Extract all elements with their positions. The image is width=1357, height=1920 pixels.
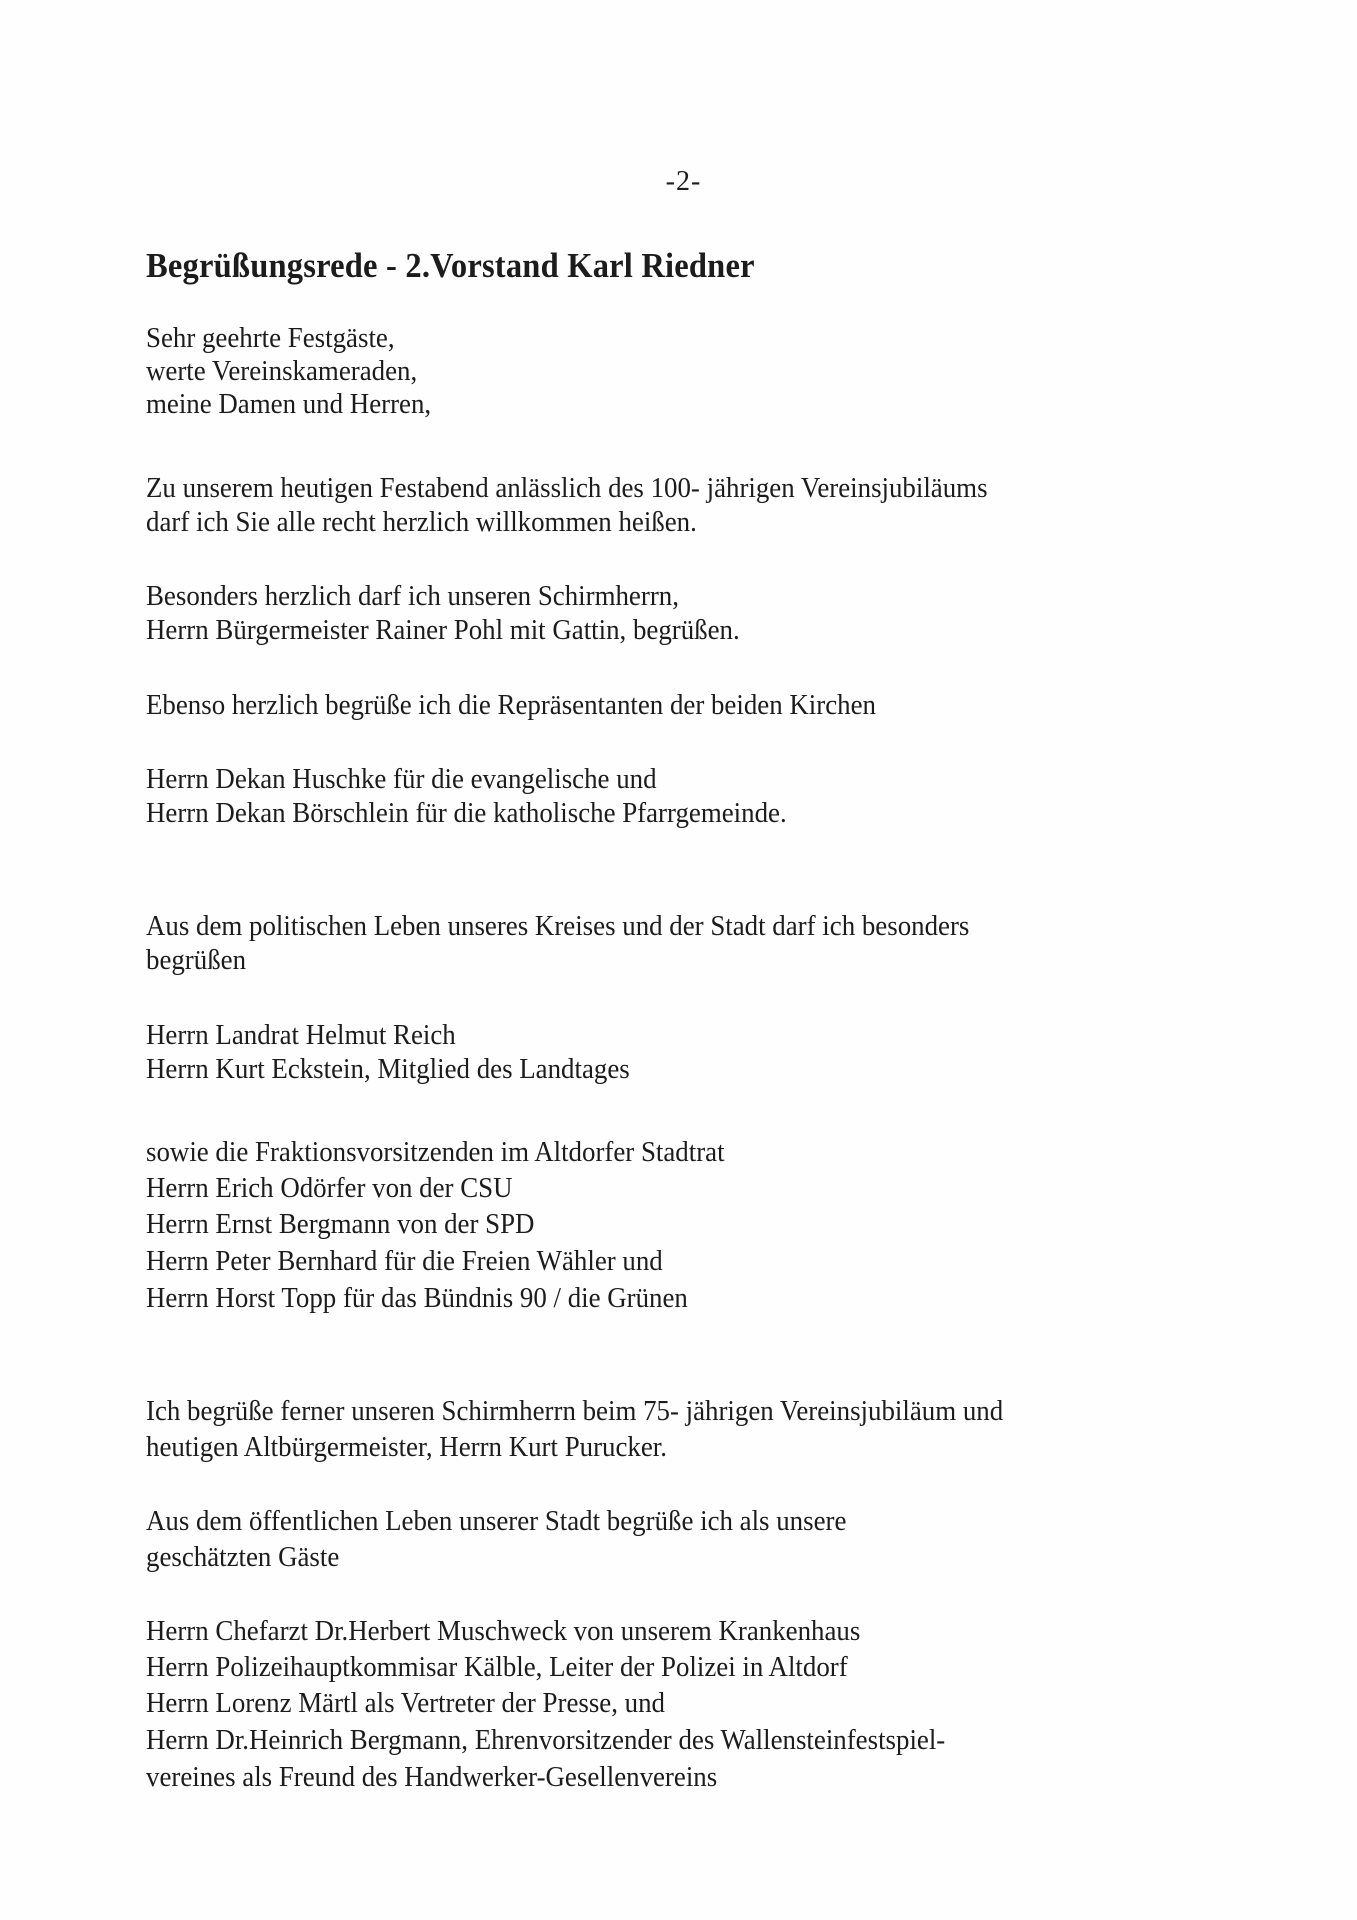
text-line: Herrn Polizeihauptkommisar Kälble, Leiter der Polizei in Altdorf xyxy=(146,1652,848,1683)
text-line: Aus dem politischen Leben unseres Kreises und der Stadt darf ich besonders xyxy=(146,911,970,942)
text-line: Herrn Lorenz Märtl als Vertreter der Presse, und xyxy=(146,1688,665,1719)
text-line: Herrn Ernst Bergmann von der SPD xyxy=(146,1209,535,1240)
text-line: Herrn Dekan Huschke für die evangelische und xyxy=(146,764,657,795)
text-line: Herrn Landrat Helmut Reich xyxy=(146,1020,456,1051)
page-number: -2- xyxy=(665,166,702,197)
text-line: Zu unserem heutigen Festabend anlässlich des 100- jährigen Vereinsjubiläums xyxy=(146,473,988,504)
text-line: begrüßen xyxy=(146,945,247,976)
text-line: heutigen Altbürgermeister, Herrn Kurt Purucker. xyxy=(146,1432,667,1463)
text-line: Herrn Horst Topp für das Bündnis 90 / die Grünen xyxy=(146,1283,688,1314)
text-line: vereines als Freund des Handwerker-Gesellenvereins xyxy=(146,1762,718,1793)
text-line: Ich begrüße ferner unseren Schirmherrn beim 75- jährigen Vereinsjubiläum und xyxy=(146,1396,1004,1427)
text-line: werte Vereinskameraden, xyxy=(146,356,418,387)
text-line: Sehr geehrte Festgäste, xyxy=(146,323,395,354)
text-line: darf ich Sie alle recht herzlich willkommen heißen. xyxy=(146,507,697,538)
text-line: geschätzten Gäste xyxy=(146,1542,340,1573)
text-line: meine Damen und Herren, xyxy=(146,389,432,420)
text-line: sowie die Fraktionsvorsitzenden im Altdorfer Stadtrat xyxy=(146,1137,725,1168)
text-line: Aus dem öffentlichen Leben unserer Stadt begrüße ich als unsere xyxy=(146,1506,847,1537)
text-line: Herrn Peter Bernhard für die Freien Wähler und xyxy=(146,1246,663,1277)
text-line: Herrn Dekan Börschlein für die katholische Pfarrgemeinde. xyxy=(146,798,787,829)
text-line: Herrn Bürgermeister Rainer Pohl mit Gattin, begrüßen. xyxy=(146,615,740,646)
text-line: Herrn Erich Odörfer von der CSU xyxy=(146,1173,513,1204)
speech-title: Begrüßungsrede - 2.Vorstand Karl Riedner xyxy=(146,246,755,285)
text-line: Besonders herzlich darf ich unseren Schirmherrn, xyxy=(146,581,679,612)
text-line: Ebenso herzlich begrüße ich die Repräsentanten der beiden Kirchen xyxy=(146,690,876,721)
text-line: Herrn Kurt Eckstein, Mitglied des Landtages xyxy=(146,1054,630,1085)
text-line: Herrn Chefarzt Dr.Herbert Muschweck von unserem Krankenhaus xyxy=(146,1616,861,1647)
text-line: Herrn Dr.Heinrich Bergmann, Ehrenvorsitzender des Wallensteinfestspiel- xyxy=(146,1725,946,1756)
